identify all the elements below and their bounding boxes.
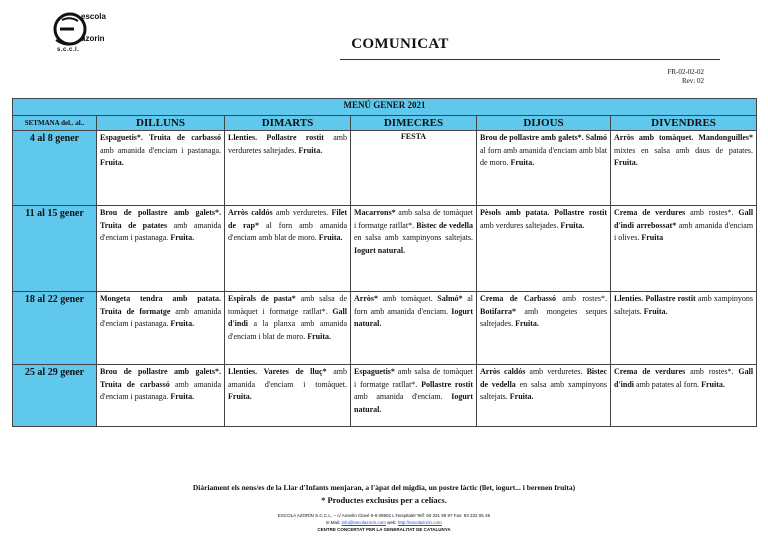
rev-code: Rev: 02 bbox=[682, 77, 704, 85]
menu-cell: Espaguetis* amb salsa de tomàquet i formatge ratllat*. Pollastre rostit amb amanida d'enciam. Iogurt natural. bbox=[351, 365, 477, 427]
week-label: 18 al 22 gener bbox=[13, 292, 97, 365]
menu-cell: Pèsols amb patata. Pollastre rostit amb verdures saltejades. Fruita. bbox=[477, 206, 611, 292]
day-header-divendres: DIVENDRES bbox=[611, 116, 757, 131]
page-title: COMUNICAT bbox=[351, 36, 449, 52]
menu-cell: Arròs amb tomàquet. Mandonguilles* mixtes en salsa amb daus de patates. Fruita. bbox=[611, 131, 757, 206]
title-divider bbox=[340, 59, 720, 60]
menu-cell: Llenties. Varetes de lluç* amb amanida d'enciam i tomàquet. Fruita. bbox=[225, 365, 351, 427]
ref-code: FR-02-02-02 bbox=[667, 68, 704, 76]
celiac-note: * Productes exclusius per a celíacs. bbox=[321, 495, 447, 505]
menu-cell: Crema de verdures amb rostes*. Gall d'indi amb patates al forn. Fruita. bbox=[611, 365, 757, 427]
days-header-row bbox=[13, 116, 757, 131]
menu-cell: Brou de pollastre amb galets*. Truita de carbassó amb amanida d'enciam i pastanaga. Fruita. bbox=[97, 365, 225, 427]
menu-cell: Crema de verdures amb rostes*. Gall d'indi arrebossat* amb amanida d'enciam i olives. Fruita bbox=[611, 206, 757, 292]
menu-title: MENÚ GENER 2021 bbox=[13, 99, 757, 116]
table-row bbox=[13, 292, 757, 365]
table-row bbox=[13, 365, 757, 427]
menu-cell: Arròs caldós amb verduretes. Filet de rap* al forn amb amanida d'enciam amb blat de moro. Fruita. bbox=[225, 206, 351, 292]
logo-text-sccl: s.c.c.l. bbox=[57, 47, 80, 53]
day-header-dimarts: DIMARTS bbox=[225, 116, 351, 131]
contact-info bbox=[0, 512, 768, 533]
menu-cell: Brou de pollastre amb galets*. Salmó al forn amb amanida d'enciam amb blat de moro. Fruita. bbox=[477, 131, 611, 206]
week-label: 25 al 29 gener bbox=[13, 365, 97, 427]
document-reference bbox=[667, 68, 704, 86]
menu-cell: Llenties. Pollastre rostit amb xampinyons saltejats. Fruita. bbox=[611, 292, 757, 365]
logo-text-azorin: azorin bbox=[81, 34, 105, 43]
menu-cell: Brou de pollastre amb galets*. Truita de patates amb amanida d'enciam i pastanaga. Fruita. bbox=[97, 206, 225, 292]
menu-table bbox=[12, 98, 757, 427]
email-label: E-Mail: bbox=[326, 520, 342, 525]
menu-cell: Mongeta tendra amb patata. Truita de formatge amb amanida d'enciam i pastanaga. Fruita. bbox=[97, 292, 225, 365]
table-row bbox=[13, 131, 757, 206]
email-link[interactable]: info@escolazorin.com bbox=[341, 520, 386, 525]
menu-cell: Macarrons* amb salsa de tomàquet i formatge ratllat*. Bistec de vedella en salsa amb xampinyons saltejats. Iogurt natural. bbox=[351, 206, 477, 292]
web-link[interactable]: http://escolazorin.com bbox=[397, 520, 442, 525]
menu-cell: Arròs caldós amb verduretes. Bistec de vedella en salsa amb xampinyons saltejats. Fruita. bbox=[477, 365, 611, 427]
logo-text-escola: escola bbox=[81, 12, 106, 21]
web-label: web: bbox=[385, 520, 398, 525]
daily-dessert-note: Diàriament els nens/es de la Llar d'Infants menjaran, a l'àpat del migdia, un postre làctic (llet, iogurt... i berenen fruita) bbox=[192, 483, 576, 492]
day-header-dimecres: DIMECRES bbox=[351, 116, 477, 131]
table-row bbox=[13, 206, 757, 292]
menu-cell: Crema de Carbassó amb rostes*. Botifarra* amb mongetes seques saltejades. Fruita. bbox=[477, 292, 611, 365]
contact-line bbox=[0, 519, 768, 526]
week-label: 4 al 8 gener bbox=[13, 131, 97, 206]
menu-cell: Espaguetis*. Truita de carbassó amb amanida d'enciam i pastanaga. Fruita. bbox=[97, 131, 225, 206]
school-address: ESCOLA AZORÍN S.C.C.L. – c/ Anselm Clavé 6-8 08902 L'Hospitalet Telf: 93 331 99 97 Fax: 93 332 05 46 bbox=[277, 513, 491, 518]
menu-cell-holiday: FESTA bbox=[351, 131, 477, 206]
menu-cell: Espirals de pasta* amb salsa de tomàquet i formatge ratllat*. Gall d'indi a la planxa amb amanida d'enciam i blat de moro. Fruita. bbox=[225, 292, 351, 365]
day-header-dilluns: DILLUNS bbox=[97, 116, 225, 131]
week-column-header: SETMANA del.. al.. bbox=[13, 116, 97, 131]
menu-cell: Arròs* amb tomàquet. Salmó* al forn amb amanida d'enciam. Iogurt natural. bbox=[351, 292, 477, 365]
menu-cell: Llenties. Pollastre rostit amb verduretes saltejades. Fruita. bbox=[225, 131, 351, 206]
day-header-dijous: DIJOUS bbox=[477, 116, 611, 131]
concert-center-note: CENTRE CONCERTAT PER LA GENERALITAT DE CATALUNYA bbox=[317, 527, 451, 532]
week-label: 11 al 15 gener bbox=[13, 206, 97, 292]
